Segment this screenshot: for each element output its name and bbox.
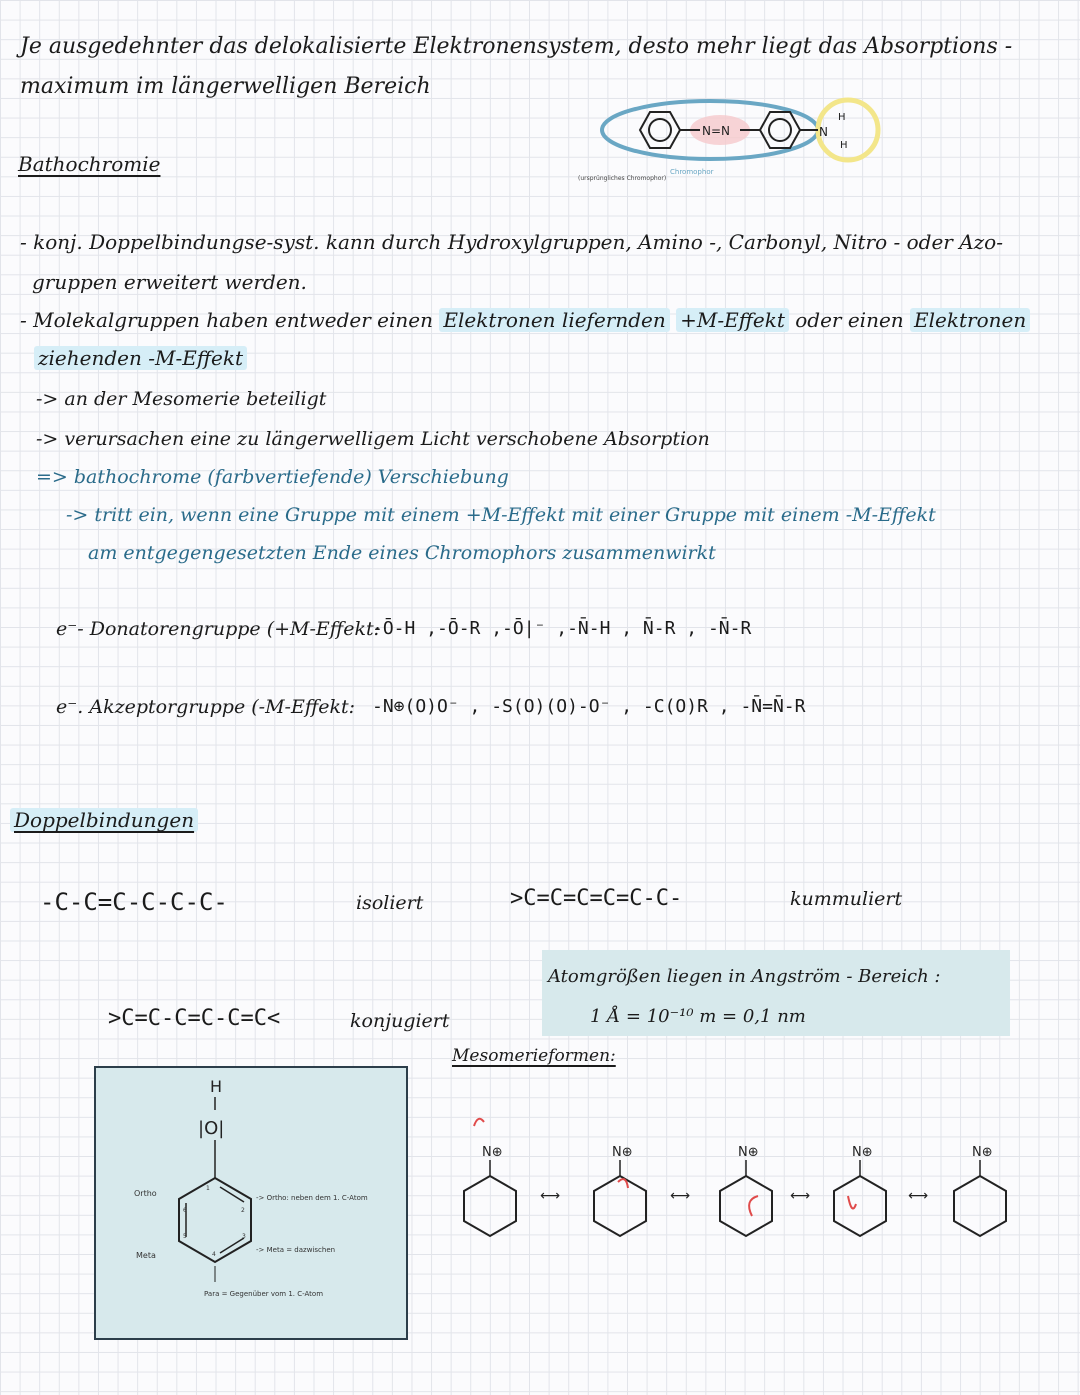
svg-text:N⊕: N⊕ (852, 1145, 873, 1160)
isoliert-label: isoliert (356, 892, 424, 914)
bullet-2a-hl2: Elektronen (910, 308, 1030, 332)
svg-text:N⊕: N⊕ (972, 1145, 993, 1160)
atom-note-2: 1 Å = 10⁻¹⁰ m = 0,1 nm (590, 1006, 806, 1027)
donor-groups: -Ō-H ,-Ō-R ,-Ō|⁻ ,-N̄-H , N̄-R , -N̄-R (372, 618, 752, 639)
nitro-form-2 (594, 1145, 646, 1236)
phenol-o: |O| (198, 1118, 225, 1139)
phenol-ring (179, 1178, 251, 1262)
atom-note-1: Atomgrößen liegen in Angström - Bereich : (548, 966, 941, 987)
azo-label-chromophor: (ursprüngliches Chromophor) (578, 175, 667, 182)
bullet-1b: gruppen erweitert werden. (32, 270, 307, 294)
intro-line-2: maximum im längerwelligen Bereich (20, 74, 431, 99)
benzene-ring-right (760, 112, 800, 148)
kumm-formula: >C=C=C=C=C-C- (510, 886, 683, 911)
azo-h2: H (840, 140, 848, 151)
nitro-form-1 (464, 1119, 516, 1236)
azo-h1: H (838, 112, 846, 123)
svg-text:N⊕: N⊕ (612, 1145, 633, 1160)
arrow-4b: am entgegengesetzten Ende eines Chromophors zusammenwirkt (88, 542, 716, 564)
phenol-ortho: Ortho (134, 1189, 157, 1198)
isoliert-formula: -C-C=C-C-C-C- (40, 888, 228, 916)
svg-text:⟷: ⟷ (908, 1188, 929, 1204)
bullet-2a (20, 308, 1030, 332)
svg-text:⟷: ⟷ (670, 1188, 691, 1204)
intro-line-1: Je ausgedehnter das delokalisierte Elektronensystem, desto mehr liegt das Absorptions - (20, 34, 1013, 59)
svg-text:2: 2 (241, 1207, 245, 1214)
svg-text:N⊕: N⊕ (738, 1145, 759, 1160)
konj-formula: >C=C-C=C-C=C< (108, 1006, 281, 1031)
nitro-form-4 (834, 1145, 886, 1236)
bullet-2a-pre: - Molekalgruppen haben entweder einen (20, 308, 434, 332)
svg-text:⟷: ⟷ (540, 1188, 561, 1204)
bullet-2a-hl: Elektronen liefernden (439, 308, 669, 332)
svg-text:6: 6 (183, 1207, 187, 1214)
phenol-meta: Meta (136, 1251, 156, 1260)
azo-label-chromophor2: Chromophor (670, 168, 714, 176)
svg-text:N⊕: N⊕ (482, 1145, 503, 1160)
acceptor-groups: -N⊕(O)O⁻ , -S(O)(O)-O⁻ , -C(O)R , -N̄=N̄-R (372, 696, 806, 717)
heading-bathochromie: Bathochromie (18, 152, 161, 176)
nitro-form-5 (954, 1145, 1006, 1236)
arrow-2: -> verursachen eine zu längerwelligem Licht verschobene Absorption (36, 428, 710, 450)
svg-text:4: 4 (212, 1251, 216, 1258)
kummuliert-label: kummuliert (790, 888, 903, 910)
arrow-4a: -> tritt ein, wenn eine Gruppe mit einem +M-Effekt mit einer Gruppe mit einem -M-Effekt (66, 504, 936, 526)
nitro-resonance (450, 1096, 1050, 1246)
heading-doppelbindungen (10, 808, 198, 832)
nitro-form-3 (720, 1145, 772, 1236)
bullet-2b (34, 346, 247, 370)
heading-doppelbindungen-text: Doppelbindungen (10, 808, 198, 832)
azo-nn: N=N (702, 124, 731, 138)
mesomerie-heading: Mesomerieformen: (452, 1046, 616, 1066)
phenol-h: H (210, 1077, 223, 1096)
svg-text:3: 3 (242, 1233, 246, 1240)
azo-n: N (819, 125, 828, 139)
donor-label: e⁻- Donatorengruppe (+M-Effekt: (56, 618, 381, 640)
bullet-2b-hl: ziehenden -M-Effekt (34, 346, 247, 370)
benzene-ring-left (640, 112, 680, 148)
phenol-diagram (94, 1066, 404, 1336)
bullet-1a: - konj. Doppelbindungse-syst. kann durch Hydroxylgruppen, Amino -, Carbonyl, Nitro - oder Azo- (20, 230, 1003, 254)
svg-text:1: 1 (206, 1185, 210, 1192)
konjugiert-label: konjugiert (350, 1010, 450, 1032)
arrow-3: => bathochrome (farbvertiefende) Verschiebung (36, 466, 509, 488)
svg-text:5: 5 (183, 1233, 187, 1240)
bullet-2a-post: oder einen (795, 308, 904, 332)
phenol-meta-note: -> Meta = dazwischen (256, 1246, 336, 1254)
bullet-2a-mid: +M-Effekt (676, 308, 789, 332)
acceptor-label: e⁻. Akzeptorgruppe (-M-Effekt: (56, 696, 356, 718)
arrow-1: -> an der Mesomerie beteiligt (36, 388, 327, 410)
phenol-para-note: Para = Gegenüber vom 1. C-Atom (204, 1290, 324, 1298)
azo-molecule-diagram (578, 98, 900, 188)
phenol-ortho-note: -> Ortho: neben dem 1. C-Atom (256, 1194, 368, 1202)
svg-text:⟷: ⟷ (790, 1188, 811, 1204)
